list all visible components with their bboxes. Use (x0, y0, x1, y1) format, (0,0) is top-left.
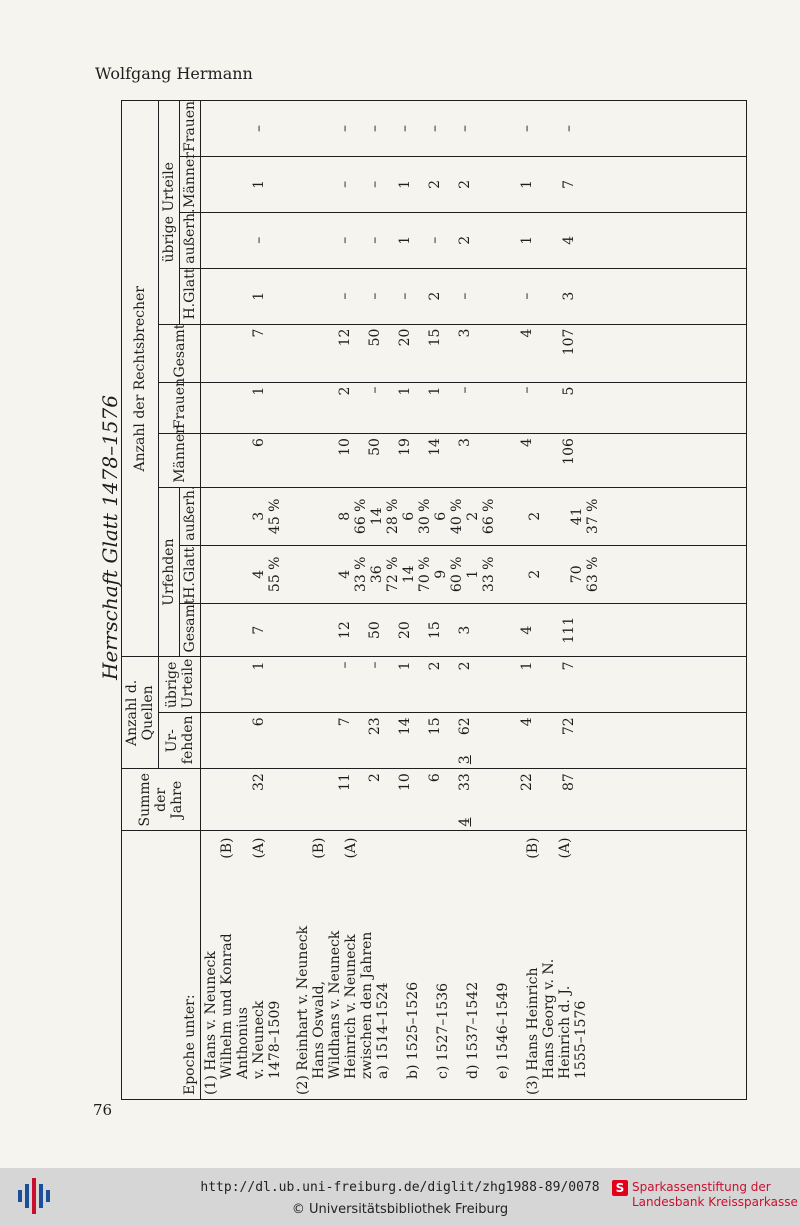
page-number: 76 (93, 1101, 113, 1119)
sparkasse-s-icon: S (612, 1180, 628, 1196)
col-r-maenner: 1 – – 1 2 2 1 7 (201, 157, 747, 213)
epoch-1: (1) Hans v. Neuneck Wilhelm und Konrad (B) Anthonius v. Neuneck (A) 1478–1509 (203, 837, 283, 1095)
header-u-gesamt: Gesamt (180, 603, 201, 657)
running-head: Wolfgang Hermann (95, 64, 253, 83)
epoch-2: (2) Reinhart v. Neuneck Hans Oswald, (B) Wildhans v. Neuneck Heinrich v. Neuneck (A) zwischen den Jahren (295, 837, 375, 1095)
header-uebrige-urteile: übrige Urteile (159, 657, 201, 713)
col-gesamt: 7 12 50 20 15 3 4 107 (201, 324, 747, 382)
epoch-2c: c) 1527–1536 (435, 982, 451, 1079)
header-summe: Summe der Jahre (122, 769, 201, 831)
header-u-ausserh: außerh. (180, 487, 201, 545)
table-title: Herrschaft Glatt 1478–1576 (98, 395, 122, 680)
table-body-row (201, 101, 747, 1100)
epoch-3: (3) Hans Heinrich (B) Hans Georg v. N. Heinrich d. J. (A) 1555–1576 (525, 837, 589, 1095)
header-gesamt: Gesamt (159, 324, 201, 382)
header-anzahl-quellen: Anzahl d. Quellen (122, 657, 159, 769)
epoch-2a: a) 1514–1524 (375, 982, 391, 1079)
statistics-table (121, 100, 747, 1100)
header-urfehden-group: Urfehden (159, 487, 180, 657)
header-r-hglatt: H.Glatt (180, 268, 201, 324)
rotated-table-wrapper (121, 100, 747, 1100)
header-r-frauen: Frauen (180, 101, 201, 157)
copyright-text: © Universitätsbibliothek Freiburg (291, 1202, 509, 1217)
col-r-frauen: – – – – – – – – (201, 101, 747, 157)
col-u-hglatt: 4 55 % 4 33 % 36 72 % 14 70 % 9 60 % 1 33 % 2 70 63 % (201, 545, 747, 603)
epoch-2d: d) 1537–1542 (465, 981, 481, 1079)
col-u-ausserh: 3 45 % 8 66 % 14 28 % 6 30 % 6 40 % 2 66 % 2 41 37 % (201, 487, 747, 545)
header-urfehden: Ur- fehden (159, 713, 201, 769)
col-r-ausserh: – – – 1 – 2 1 4 (201, 212, 747, 268)
col-uebrige-urteile: 1 – – 1 2 2 1 7 (201, 657, 747, 713)
source-url-link[interactable]: http://dl.ub.uni-freiburg.de/diglit/zhg1988-89/0078 (200, 1180, 600, 1195)
header-frauen: Frauen (159, 382, 201, 434)
col-urfehden: 6 7 23 14 15 3 62 4 72 (201, 713, 747, 769)
sponsor-logo: S Sparkassenstiftung der Landesbank Kreissparkasse (612, 1180, 798, 1210)
header-r-maenner: Männer (180, 157, 201, 213)
footer-bar (0, 1168, 800, 1226)
col-maenner: 6 10 50 19 14 3 4 106 (201, 434, 747, 488)
col-summe: 32 11 2 10 6 4 33 22 87 (201, 769, 747, 831)
epoch-column (201, 831, 747, 1100)
header-anzahl-rechtsbrecher: Anzahl der Rechtsbrecher (122, 101, 159, 657)
header-epoch: Epoche unter: (122, 831, 201, 1100)
col-frauen: 1 2 – 1 1 – – 5 (201, 382, 747, 434)
header-maenner: Männer (159, 434, 201, 488)
header-r-ausserh: außerh. (180, 212, 201, 268)
col-u-gesamt: 7 12 50 20 15 3 4 111 (201, 603, 747, 657)
col-r-hglatt: 1 – – – 2 – – 3 (201, 268, 747, 324)
header-u-hglatt: H.Glatt (180, 545, 201, 603)
epoch-2e: e) 1546–1549 (495, 982, 511, 1079)
header-uebrige-urteile-group: übrige Urteile (159, 101, 180, 325)
epoch-2b: b) 1525–1526 (405, 981, 421, 1079)
